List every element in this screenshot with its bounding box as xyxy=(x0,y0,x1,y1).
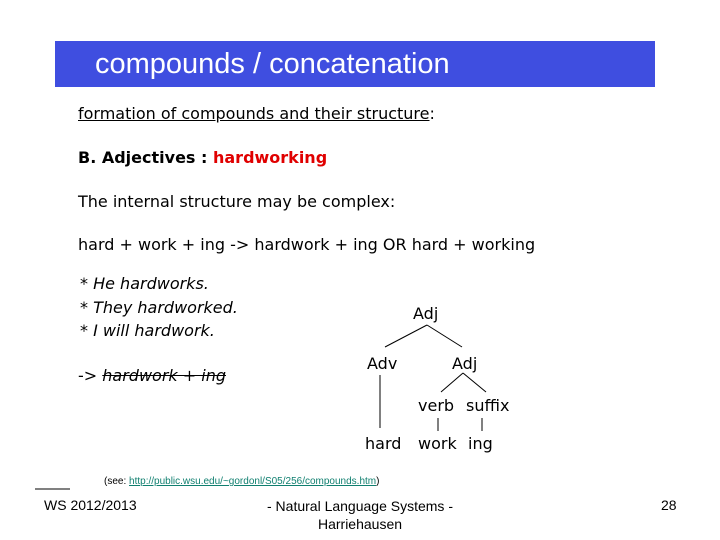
source-prefix: (see: xyxy=(104,476,130,487)
rejected-text: hardwork + ing xyxy=(102,366,226,385)
edge-adj-suffix xyxy=(463,373,486,392)
intro-text: formation of compounds and their structure xyxy=(78,104,430,123)
tree-adv: Adv xyxy=(367,354,398,373)
formula-line: hard + work + ing -> hardwork + ing OR hard + working xyxy=(78,235,536,254)
heading-highlight: hardworking xyxy=(212,148,328,167)
slide-title: compounds / concatenation xyxy=(95,48,450,80)
source-link[interactable]: http://public.wsu.edu/~gordonl/S05/256/compounds.htm xyxy=(129,476,377,487)
footer-course-line1: - Natural Language Systems - xyxy=(267,498,453,514)
structure-line: The internal structure may be complex: xyxy=(78,192,396,211)
tree-suffix: suffix xyxy=(466,396,510,415)
intro-colon: : xyxy=(429,104,435,123)
tree-adj: Adj xyxy=(452,354,478,373)
tree-verb: verb xyxy=(418,396,455,415)
edge-root-adj xyxy=(427,325,462,347)
edge-adj-verb xyxy=(441,373,463,392)
edge-root-adv xyxy=(385,325,427,347)
tree-leaf-work: work xyxy=(418,434,457,453)
source-suffix: ) xyxy=(376,476,380,487)
heading-prefix: B. Adjectives : xyxy=(78,148,213,167)
tree-leaf-hard: hard xyxy=(365,434,402,453)
source-note xyxy=(104,476,379,487)
example-3: * I will hardwork. xyxy=(80,321,215,340)
footer-semester: WS 2012/2013 xyxy=(44,497,137,513)
footer-course-line2: Harriehausen xyxy=(317,516,403,532)
tree-leaf-ing: ing xyxy=(468,434,493,453)
example-2: * They hardworked. xyxy=(80,298,238,317)
arrow-text: -> xyxy=(78,366,98,385)
tree-root-adj: Adj xyxy=(413,304,439,323)
footer-course xyxy=(260,497,460,533)
page-number: 28 xyxy=(661,497,677,513)
example-1: * He hardworks. xyxy=(80,274,209,293)
